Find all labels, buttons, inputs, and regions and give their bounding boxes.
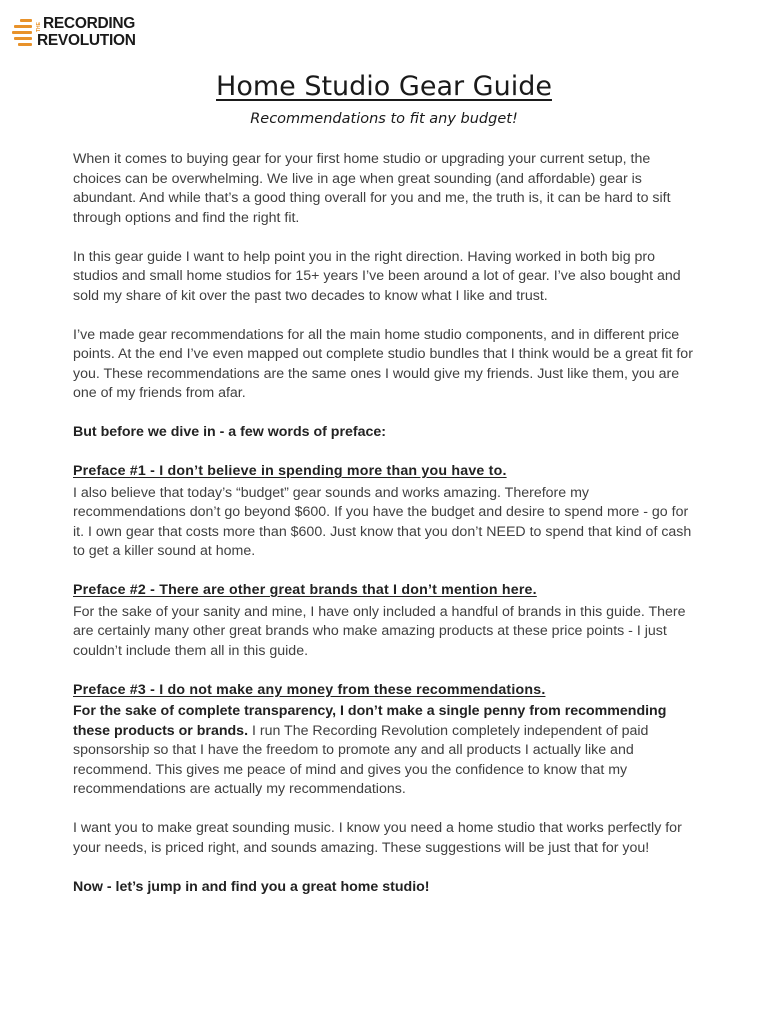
page-title: Home Studio Gear Guide	[216, 71, 552, 102]
preface-2-body: For the sake of your sanity and mine, I have only included a handful of brands in this guide. There are certainly many other great brands who make amazing products at these price points - I just couldn’t include them all in this guide.	[73, 603, 686, 659]
logo-line1: RECORDING	[43, 15, 136, 32]
page-subtitle: Recommendations to fit any budget!	[250, 111, 518, 127]
logo-line2: REVOLUTION	[37, 31, 136, 49]
intro-paragraph-1: When it comes to buying gear for your first home studio or upgrading your current setup, the choices can be overwhelming. We live in age when great sounding (and affordable) gear is abundant. And while that’s a good thing overall for you and me, the truth is, it can be hard to sift through options and find the right fit.	[73, 151, 671, 226]
preface-2-heading: Preface #2 - There are other great brands that I don’t mention here.	[73, 582, 537, 598]
logo-wordmark	[37, 16, 136, 48]
final-call-to-action: Now - let’s jump in and find you a great home studio!	[73, 878, 430, 895]
preface-1-body: I also believe that today’s “budget” gear sounds and works amazing. Therefore my recommendations don’t go beyond $600. If you have the budget and desire to spend more - go for it. I own gear that costs more than $600. Just know that you don’t NEED to spend that kind of cash to get a killer sound at home.	[73, 484, 692, 559]
closing-paragraph: I want you to make great sounding music. I know you need a home studio that works perfectly for your needs, is priced right, and sounds amazing. These suggestions will be just that for you!	[73, 820, 682, 856]
preface-3-body	[73, 702, 698, 800]
preface-3-body-text: I run The Recording Revolution completely independent of paid sponsorship so that I have the freedom to promote any and all products I actually like and recommend. This gives me peace of mind and gives you the confidence to know that my recommendations are actually my recommendations.	[73, 722, 649, 797]
document-body	[73, 150, 698, 917]
logo-bars-icon	[12, 16, 34, 48]
logo	[12, 14, 136, 50]
preface-3-bold-lead: For the sake of complete transparency, I don’t make a single penny from recommending these products or brands.	[73, 703, 667, 739]
logo-the: THE	[36, 21, 42, 32]
intro-paragraph-2: In this gear guide I want to help point you in the right direction. Having worked in both big pro studios and small home studios for 15+ years I’ve been around a lot of gear. I’ve also bought and sold my share of kit over the past two decades to know what I like and trust.	[73, 248, 681, 304]
preface-1-heading: Preface #1 - I don’t believe in spending more than you have to.	[73, 463, 507, 479]
preface-3-heading: Preface #3 - I do not make any money from these recommendations.	[73, 681, 546, 698]
preface-intro: But before we dive in - a few words of preface:	[73, 424, 386, 440]
intro-paragraph-3: I’ve made gear recommendations for all the main home studio components, and in different price points. At the end I’ve even mapped out complete studio bundles that I think would be a great fit for you. These recommendations are the same ones I would give my friends. Just like them, you are one of my friends from afar.	[73, 326, 693, 401]
